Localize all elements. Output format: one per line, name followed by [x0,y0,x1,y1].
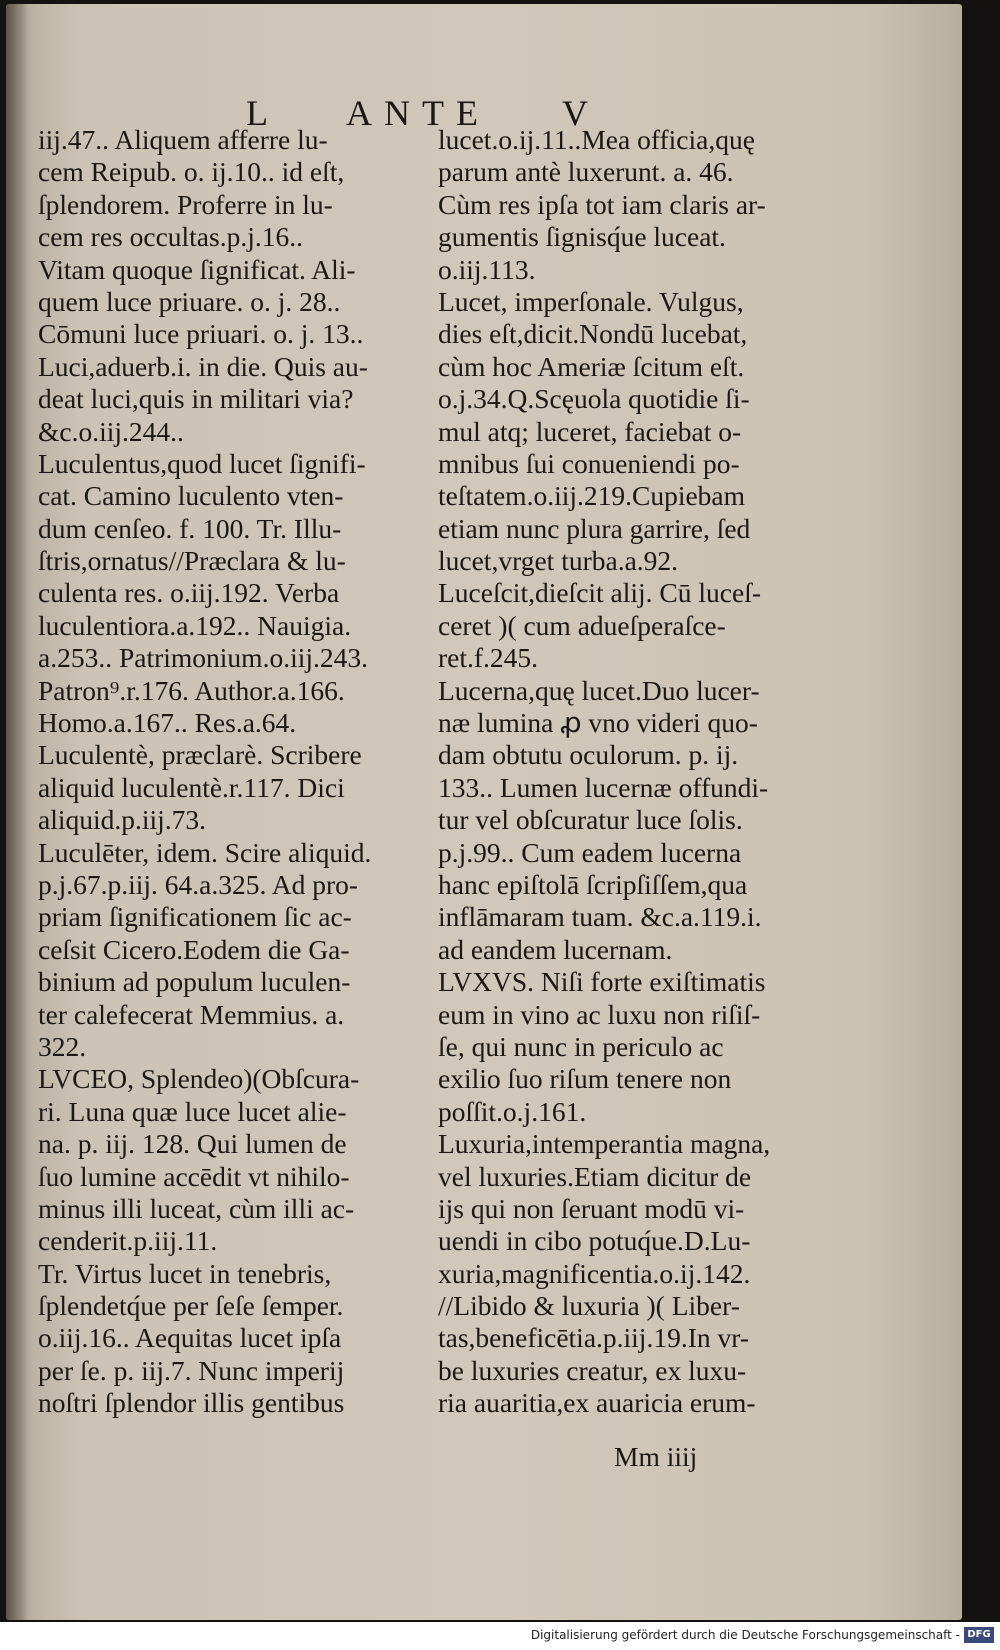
text-line: na. p. iij. 128. Qui lumen de [38,1128,347,1160]
text-line: etiam nunc plura garrire, ſed [438,512,751,544]
text-line: xuria,magnificentia.o.ij.142. [438,1257,751,1289]
text-line: aliquid luculentè.r.117. Dici [38,771,345,803]
header-letter-l: L [246,93,270,133]
text-line: binium ad populum luculen- [38,966,351,998]
text-line: næ lumina ꝓ vno videri quo- [438,707,758,739]
book-spine-shadow [6,4,28,1620]
text-line: deat luci,quis in militari via? [38,383,354,415]
text-line: cem Reipub. o. ij.10.. id eſt, [38,156,345,188]
text-line: Cōmuni luce priuari. o. j. 13.. [38,318,364,350]
text-line: ſplendorem. Proferre in lu- [38,188,333,220]
text-line: ceret )( cum adueſperaſce- [438,609,726,641]
text-line: cenderit.p.iij.11. [38,1225,218,1257]
text-line: cem res occultas.p.j.16.. [38,221,303,253]
text-line: LVXVS. Niſi forte exiſtimatis [438,966,766,998]
text-line: Homo.a.167.. Res.a.64. [38,707,297,739]
text-line: 133.. Lumen lucernæ offundi- [438,771,769,803]
text-line: p.j.67.p.iij. 64.a.325. Ad pro- [38,868,359,900]
text-line: be luxuries creatur, ex luxu- [438,1354,747,1386]
text-line: mnibus ſui conueniendi po- [438,447,740,479]
text-line: //Libido & luxuria )( Liber- [438,1290,740,1322]
book-page [6,4,962,1620]
text-line: quem luce priuare. o. j. 28.. [38,285,341,317]
text-line: ſuo lumine accēdit vt nihilo- [38,1160,350,1192]
text-line: vel luxuries.Etiam dicitur de [438,1160,752,1192]
footer-credit: Digitalisierung gefördert durch die Deutsche Forschungsgemeinschaft - [530,1628,960,1642]
text-line: priam ſignificationem ſic ac- [38,901,352,933]
text-line: ria auaritia,ex auaricia erum- [438,1387,756,1419]
text-line: Vitam quoque ſignificat. Ali- [38,253,356,285]
text-line: ſplendetq́ue per ſeſe ſemper. [38,1290,344,1322]
text-line: eum in vino ac luxu non riſiſ- [438,998,761,1030]
header-letters-ante: ANTE [346,93,490,133]
text-line: o.iij.113. [438,253,536,285]
text-line: parum antè luxerunt. a. 46. [438,156,734,188]
text-line: ceſsit Cicero.Eodem die Ga- [38,933,350,965]
text-line: dum cenſeo. f. 100. Tr. Illu- [38,512,342,544]
text-line: tur vel obſcuratur luce ſolis. [438,804,743,836]
text-line: 322. [38,1030,87,1062]
text-line: minus illi luceat, cùm illi ac- [38,1192,355,1224]
catchword: Mm iiij [614,1441,698,1472]
text-line: Luceſcit,dieſcit alij. Cū luceſ- [438,577,762,609]
text-line: lucet,vrget turba.a.92. [438,545,679,577]
text-line: Lucerna,quę lucet.Duo lucer- [438,674,760,706]
text-line: ter calefecerat Memmius. a. [38,998,345,1030]
text-line: hanc epiſtolā ſcripſiſſem,qua [438,868,748,900]
text-line: &c.o.iij.244.. [38,415,184,447]
text-line: Luculentus,quod lucet ſignifi- [38,447,366,479]
text-line: mul atq; luceret, faciebat o- [438,415,742,447]
text-line: gumentis ſignisq́ue luceat. [438,221,726,253]
text-line: a.253.. Patrimonium.o.iij.243. [38,642,368,674]
text-line: Lucet, imperſonale. Vulgus, [438,285,744,317]
text-line: uendi in cibo potuq́ue.D.Lu- [438,1225,751,1257]
text-line: ſtris,ornatus//Præclara & lu- [38,545,346,577]
text-line: ret.f.245. [438,642,539,674]
text-line: dam obtutu oculorum. p. ij. [438,739,739,771]
text-line: teſtatem.o.iij.219.Cupiebam [438,480,746,512]
text-line: culenta res. o.iij.192. Verba [38,577,340,609]
right-text-column [438,124,858,1420]
text-line: tas,beneficētia.p.iij.19.In vr- [438,1322,749,1354]
text-line: cat. Camino luculento vten- [38,480,344,512]
text-line: aliquid.p.iij.73. [38,804,207,836]
text-line: Tr. Virtus lucet in tenebris, [38,1257,332,1289]
text-line: dies eſt,dicit.Nondū lucebat, [438,318,748,350]
running-header [6,92,962,133]
text-line: luculentiora.a.192.. Nauigia. [38,609,352,641]
text-line: per ſe. p. iij.7. Nunc imperij [38,1354,345,1386]
digitization-footer [0,1622,1000,1650]
text-line: ſe, qui nunc in periculo ac [438,1030,724,1062]
text-line: Luxuria,intemperantia magna, [438,1128,771,1160]
text-line: poſſit.o.j.161. [438,1095,587,1127]
text-line: noſtri ſplendor illis gentibus [38,1387,345,1419]
left-text-column [38,124,450,1420]
text-line: Luci,aduerb.i. in die. Quis au- [38,350,368,382]
text-line: Cùm res ipſa tot iam claris ar- [438,188,766,220]
text-line: cùm hoc Ameriæ ſcitum eſt. [438,350,745,382]
text-line: inflāmaram tuam. &c.a.119.i. [438,901,762,933]
text-line: ad eandem lucernam. [438,933,673,965]
text-line: Luculentè, præclarè. Scribere [38,739,362,771]
text-line: p.j.99.. Cum eadem lucerna [438,836,742,868]
text-line: ri. Luna quæ luce lucet alie- [38,1095,347,1127]
text-line: lucet.o.ij.11..Mea officia,quę [438,124,755,155]
text-line: o.j.34.Q.Scęuola quotidie ſi- [438,383,750,415]
text-line: iij.47.. Aliquem afferre lu- [38,124,328,155]
text-line: Patron⁹.r.176. Author.a.166. [38,674,345,706]
text-line: exilio ſuo riſum tenere non [438,1063,732,1095]
header-letter-v: V [562,93,590,133]
text-line: ijs qui non ſeruant modū vi- [438,1192,745,1224]
text-line: LVCEO, Splendeo)(Obſcura- [38,1063,360,1095]
text-line: o.iij.16.. Aequitas lucet ipſa [38,1322,342,1354]
dfg-logo: DFG [964,1627,994,1643]
text-line: Luculēter, idem. Scire aliquid. [38,836,372,868]
